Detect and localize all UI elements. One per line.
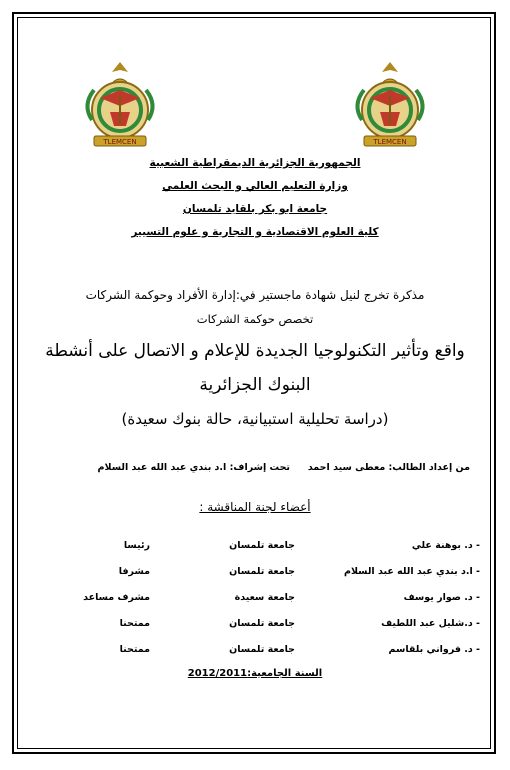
emblem-label-left: TLEMCEN [103,138,137,146]
committee-row [40,540,480,556]
committee-member-name: - د. بوهنة علي [411,540,480,551]
committee-member-name: - ا.د بندي عبد الله عبد السلام [343,566,480,577]
committee-member-role: مشرف مساعد [83,592,150,603]
committee-member-role: مشرفا [118,566,150,577]
committee-member-university: جامعة تلمسان [229,644,295,655]
header-faculty: كلية العلوم الاقتصادية و التجارية و علوم التسيير [131,226,379,238]
committee-member-name: - د.شليل عبد اللطيف [381,618,480,629]
committee-member-role: رئيسا [123,540,150,551]
thesis-specialty-line: تخصص حوكمة الشركات [196,312,314,326]
committee-row [40,618,480,634]
committee-row [40,566,480,582]
author-supervisor-line [40,462,470,478]
thesis-title-line2: البنوك الجزائرية [199,375,311,395]
committee-title: أعضاء لجنة المناقشة : [199,500,311,514]
header-republic: الجمهورية الجزائرية الديمقراطية الشعبية [149,157,361,169]
committee-member-role: ممتحنا [119,618,150,629]
committee-member-university: جامعة سعيدة [234,592,295,603]
academic-year: السنة الجامعية:2012/2011 [187,668,323,679]
university-emblem-right [340,60,440,150]
committee-row [40,644,480,660]
supervisor-name: تحت إشراف: ا.د بندي عبد الله عبد السلام [97,462,290,473]
committee-member-university: جامعة تلمسان [229,566,295,577]
committee-member-university: جامعة تلمسان [229,618,295,629]
university-emblem-left [70,60,170,150]
header-ministry: وزارة التعليم العالي و البحث العلمي [162,180,348,192]
header-university: جامعة ابو بكر بلقايد تلمسان [182,203,328,215]
committee-row [40,592,480,608]
student-name: من إعداد الطالب: معطى سيد احمد [307,462,470,473]
committee-member-name: - د. صوار يوسف [403,592,480,603]
thesis-title-line1: واقع وتأثير التكنولوجيا الجديدة للإعلام و الاتصال على أنشطة [45,341,465,361]
committee-member-university: جامعة تلمسان [229,540,295,551]
thesis-subtitle: (دراسة تحليلية استبيانية، حالة بنوك سعيدة) [121,410,389,428]
thesis-degree-line: مذكرة تخرج لنيل شهادة ماجستير في:إدارة الأفراد وحوكمة الشركات [85,288,425,302]
emblem-label-right: TLEMCEN [373,138,407,146]
committee-member-role: ممتحنا [119,644,150,655]
committee-member-name: - د. فرواني بلقاسم [388,644,480,655]
